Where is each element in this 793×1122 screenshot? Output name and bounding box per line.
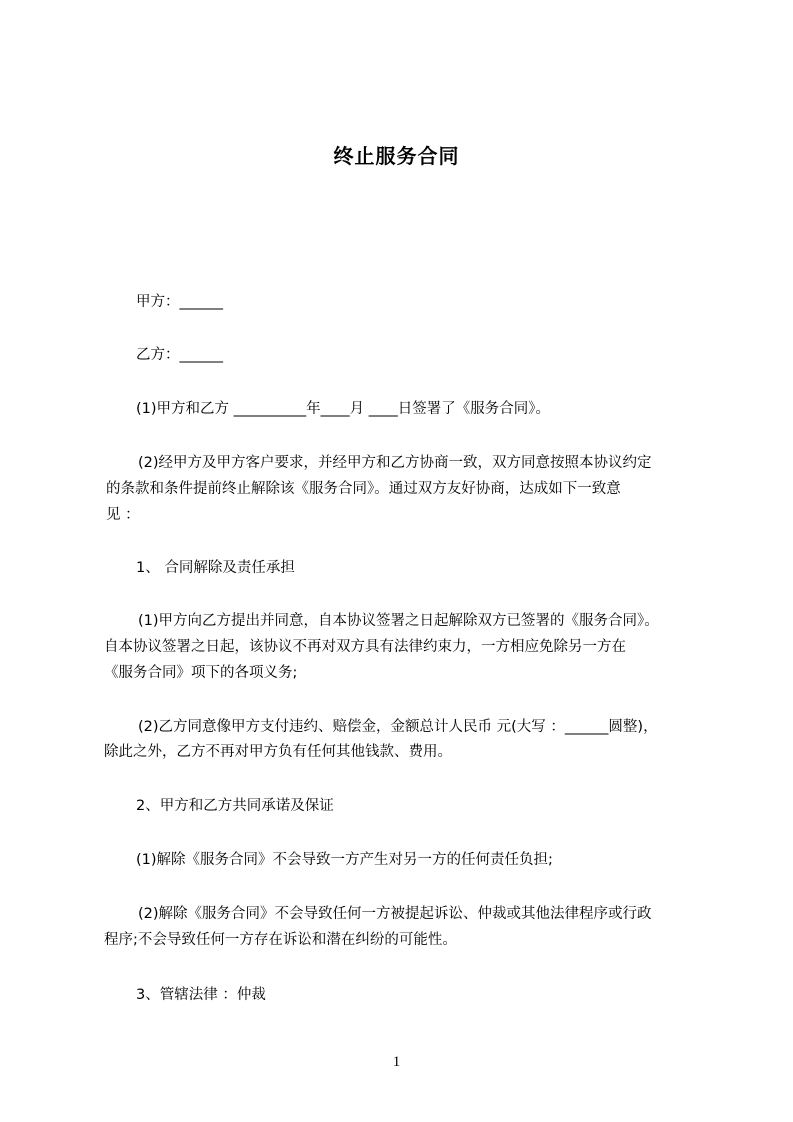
section-1-item-1-line-2: 自本协议签署之日起，该协议不再对双方具有法律约束力，一方相应免除另一方在 [104, 639, 626, 655]
party-a-line: 甲方：______ [136, 294, 223, 310]
section-1-item-1-line-1: (1)甲方向乙方提出并同意，自本协议签署之日起解除双方已签署的《服务合同》。 [138, 613, 659, 629]
section-2-item-2-line-2: 程序;不会导致任何一方存在诉讼和潜在纠纷的可能性。 [104, 932, 457, 948]
section-2-heading: 2、甲方和乙方共同承诺及保证 [136, 798, 334, 814]
section-1-heading: 1、 合同解除及责任承担 [136, 560, 295, 576]
section-3-heading: 3、管辖法律 ：仲裁 [136, 987, 266, 1003]
section-2-item-2-line-1: (2)解除《服务合同》不会导致任何一方被提起诉讼、仲裁或其他法律程序或行政 [138, 906, 652, 922]
section-1-item-1-line-3: 《服务合同》项下的各项义务; [104, 665, 298, 681]
party-b-line: 乙方：______ [136, 347, 223, 363]
intro-paragraph-2-line-1: (2)经甲方及甲方客户要求，并经甲方和乙方协商一致，双方同意按照本协议约定 [138, 455, 652, 471]
intro-paragraph-2-line-3: 见 ： [106, 507, 140, 523]
section-1-item-2-line-2: 除此之外，乙方不再对甲方负有任何其他钱款、费用。 [104, 744, 452, 760]
document-title: 终止服务合同 [333, 144, 460, 168]
intro-paragraph-2-line-2: 的条款和条件提前终止解除该《服务合同》。通过双方友好协商，达成如下一致意 [106, 481, 621, 497]
page-number: 1 [392, 1054, 401, 1070]
intro-paragraph-1: (1)甲方和乙方 __________年____月 ____日签署了《服务合同》。 [136, 401, 551, 417]
section-2-item-1: (1)解除《服务合同》不会导致一方产生对另一方的任何责任负担; [136, 852, 553, 868]
section-1-item-2-line-1: (2)乙方同意像甲方支付违约、赔偿金，金额总计人民币 元(大写 ：______圆整)， [138, 719, 658, 735]
